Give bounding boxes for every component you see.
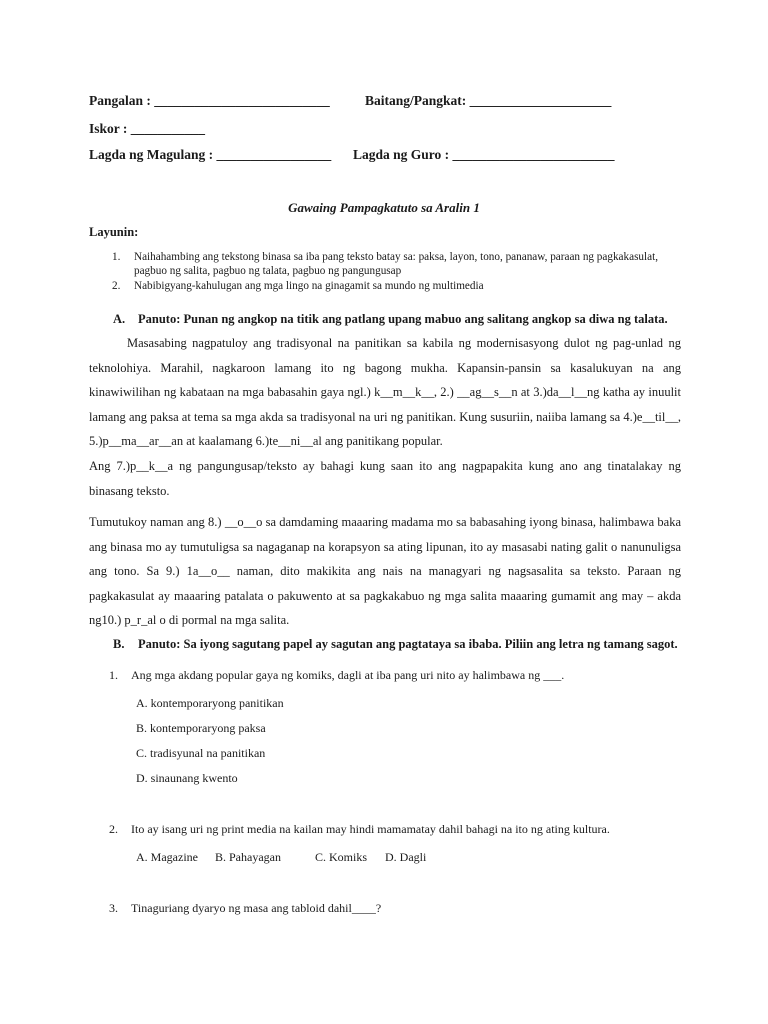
objectives-heading: Layunin: — [89, 225, 139, 239]
section-b-label: B. — [113, 637, 125, 651]
objective-text: Naihahambing ang tekstong binasa sa iba pang teksto batay sa: paksa, layon, tono, pananaw, paraan ng pagkakasulat, — [134, 251, 658, 263]
paragraph-text: Tumutukoy naman ang 8.) __o__o sa damdaming maaaring madama mo sa babasahing iyong binasa, halimbawa baka ang binasa mo ay tumutuligsa sa nagaganap na korapsyon sa ating lipunan, ito ay masasabi nating galit o nanunuligsa ang tono. Sa 9.) 1a__o__ naman, dito makikita ang nais na managyari ng nagsasalita sa teksto. Paraan ng pagkakasulat ay maaaring patalata o pakuwento at sa pagkakabuo ng mga salita maaaring gumamit ang may – akda ng10.) p_r_al o di pormal na mga salita. — [89, 515, 681, 627]
question-number: 3. — [109, 901, 118, 915]
answer-option[interactable]: D. sinaunang kwento — [136, 771, 238, 785]
section-a-label: A. — [113, 312, 126, 326]
answer-option[interactable]: B. Pahayagan — [215, 850, 281, 864]
objective-text-continued: pagbuo ng salita, pagbuo ng talata, pagbuo ng pangungusap — [134, 265, 402, 277]
answer-option[interactable]: D. Dagli — [385, 850, 427, 864]
name-field[interactable]: Pangalan : __________________________ — [89, 93, 330, 108]
question-text: Ang mga akdang popular gaya ng komiks, dagli at iba pang uri nito ay halimbawa ng ___. — [131, 668, 565, 682]
answer-option[interactable]: A. Magazine — [136, 850, 198, 864]
section-a-paragraph-3 — [89, 510, 681, 633]
teacher-signature-field[interactable]: Lagda ng Guro : ________________________ — [353, 147, 615, 162]
score-field[interactable]: Iskor : ___________ — [89, 121, 206, 136]
parent-signature-field[interactable]: Lagda ng Magulang : _________________ — [89, 147, 332, 162]
section-a-paragraph-1 — [89, 331, 681, 454]
objective-number: 1. — [112, 251, 121, 263]
answer-option[interactable]: C. tradisyunal na panitikan — [136, 746, 266, 760]
worksheet-title: Gawaing Pampagkatuto sa Aralin 1 — [288, 200, 480, 215]
answer-option[interactable]: B. kontemporaryong paksa — [136, 721, 266, 735]
section-a-instruction: Panuto: Punan ng angkop na titik ang patlang upang mabuo ang salitang angkop sa diwa ng talata. — [138, 312, 668, 326]
answer-option[interactable]: A. kontemporaryong panitikan — [136, 696, 284, 710]
objective-text: Nabibigyang-kahulugan ang mga lingo na ginagamit sa mundo ng multimedia — [134, 280, 484, 292]
question-text: Tinaguriang dyaryo ng masa ang tabloid dahil____? — [131, 901, 382, 915]
section-b-instruction: Panuto: Sa iyong sagutang papel ay sagutan ang pagtataya sa ibaba. Piliin ang letra ng tamang sagot. — [138, 637, 678, 651]
question-number: 1. — [109, 668, 118, 682]
question-number: 2. — [109, 822, 118, 836]
paragraph-text: Masasabing nagpatuloy ang tradisyonal na panitikan sa kabila ng modernisasyong dulot ng pag-unlad ng teknolohiya. Marahil, nagkaroon lamang ito ng bagong mukha. Kapansin-pansin sa kasalukuyan na ang kinawiwilihan ng kabataan na mga babasahin gaya ngl.) k__m__k__, 2.) __ag__s__n at 3.)da__l__ng katha ay inuulit lamang ang paksa at tema sa mga akda sa tradisyonal na uri ng panitikan. Kung susuriin, naiiba lamang sa 4.)e__til__, 5.)p__ma__ar__an at kaalamang 6.)te__ni__al ang panitikang popular. — [89, 336, 681, 448]
grade-section-field[interactable]: Baitang/Pangkat: _____________________ — [365, 93, 612, 108]
objective-number: 2. — [112, 280, 121, 292]
answer-option[interactable]: C. Komiks — [315, 850, 368, 864]
paragraph-text: Ang 7.)p__k__a ng pangungusap/teksto ay bahagi kung saan ito ang nagpapakita kung ano ang tinatalakay ng binasang teksto. — [89, 459, 681, 498]
question-text: Ito ay isang uri ng print media na kailan may hindi mamamatay dahil bahagi na ito ng ating kultura. — [131, 822, 610, 836]
section-a-paragraph-2 — [89, 454, 681, 503]
